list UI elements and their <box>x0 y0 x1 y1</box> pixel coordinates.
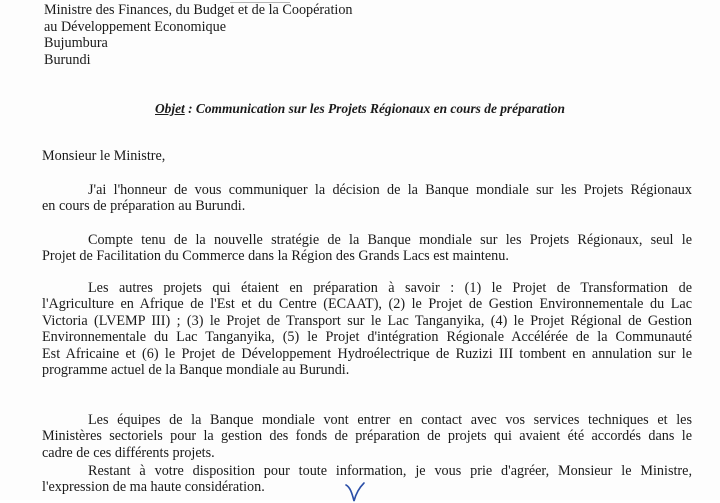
subject-label: Objet <box>155 101 185 116</box>
paragraph-line: Compte tenu de la nouvelle stratégie de la Banque mondiale sur les Projets Régionaux, seul le <box>88 232 692 248</box>
paragraph-line: Projet de Facilitation du Commerce dans la Région des Grands Lacs est maintenu. <box>42 248 509 265</box>
paragraph-line: Restant à votre disposition pour toute information, je vous prie d'agréer, Monsieur le Ministre, <box>88 463 692 479</box>
paragraph-line: J'ai l'honneur de vous communiquer la décision de la Banque mondiale sur les Projets Régionaux <box>88 182 692 198</box>
paragraph-line: Les équipes de la Banque mondiale vont entrer en contact avec vos services techniques et les <box>88 412 692 428</box>
salutation: Monsieur le Ministre, <box>42 148 166 164</box>
paragraph-line: l'Agriculture en Afrique de l'Est et du Centre (ECAAT), (2) le Projet de Gestion Environnementale du Lac <box>42 296 692 313</box>
paragraph-line: Est Africaine et (6) le Projet de Développement Hydroélectrique de Ruzizi III tombent en annulation sur le <box>42 345 692 362</box>
address-line: au Développement Economique <box>44 18 227 35</box>
paragraph-2 <box>42 232 692 265</box>
signature-stroke <box>346 483 364 501</box>
paragraph-line: Victoria (LVEMP III) ; (3) le Projet de Transport sur le Lac Tanganyika, (4) le Projet Régional de Gestion <box>42 312 692 329</box>
paragraph-line: Les autres projets qui étaient en préparation à savoir : (1) le Projet de Transformation de <box>88 280 692 296</box>
paragraph-1 <box>42 182 692 215</box>
paragraph-line: l'expression de ma haute considération. <box>42 479 265 496</box>
paragraph-3 <box>42 280 692 378</box>
subject-line <box>0 101 720 117</box>
paragraph-line: cadre de ces différents projets. <box>42 444 215 461</box>
paragraph-4 <box>42 412 692 461</box>
paragraph-line: en cours de préparation au Burundi. <box>42 198 246 215</box>
paragraph-line: programme actuel de la Banque mondiale au Burundi. <box>42 362 350 379</box>
address-line: Bujumbura <box>44 35 108 51</box>
paragraph-line: Environnementale du Lac Tanganyika, (5) le Projet d'intégration Régionale Accélérée de la Communauté <box>42 329 692 346</box>
recipient-address <box>44 2 353 68</box>
paragraph-line: Ministères sectoriels pour la gestion des fonds de préparation de projets qui avaient été accordés dans le <box>42 428 692 445</box>
address-line: Burundi <box>44 51 91 68</box>
subject-text: : Communication sur les Projets Régionaux en cours de préparation <box>184 101 565 116</box>
address-line: Ministre des Finances, du Budget et de la Coopération <box>44 2 353 18</box>
